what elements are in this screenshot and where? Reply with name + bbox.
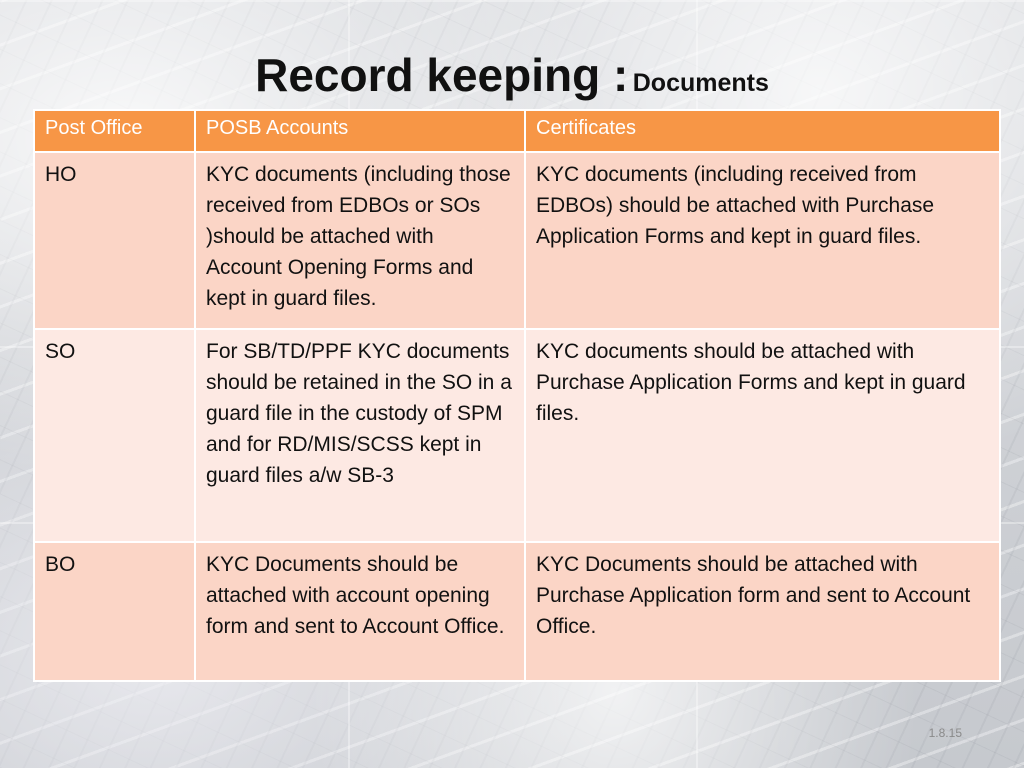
certificates-cell: KYC Documents should be attached with Purchase Application form and sent to Account Office. bbox=[525, 542, 1000, 681]
posb-cell: KYC documents (including those received from EDBOs or SOs )should be attached with Account Opening Forms and kept in guard files. bbox=[195, 152, 525, 329]
certificates-cell: KYC documents (including received from EDBOs) should be attached with Purchase Application Forms and kept in guard files. bbox=[525, 152, 1000, 329]
header-post-office: Post Office bbox=[34, 110, 195, 152]
title-main: Record keeping : bbox=[255, 49, 629, 101]
documents-table bbox=[33, 109, 1001, 682]
slide-title bbox=[0, 48, 1024, 110]
office-cell: HO bbox=[34, 152, 195, 329]
slide-footer-date: 1.8.15 bbox=[928, 726, 962, 740]
office-cell: BO bbox=[34, 542, 195, 681]
header-posb-accounts: POSB Accounts bbox=[195, 110, 525, 152]
table-row bbox=[34, 329, 1000, 542]
posb-cell: KYC Documents should be attached with account opening form and sent to Account Office. bbox=[195, 542, 525, 681]
office-cell: SO bbox=[34, 329, 195, 542]
table-row bbox=[34, 542, 1000, 681]
certificates-cell: KYC documents should be attached with Purchase Application Forms and kept in guard files. bbox=[525, 329, 1000, 542]
background-tile-line bbox=[0, 0, 1024, 2]
table-row bbox=[34, 152, 1000, 329]
table-header-row bbox=[34, 110, 1000, 152]
posb-cell: For SB/TD/PPF KYC documents should be retained in the SO in a guard file in the custody of SPM and for RD/MIS/SCSS kept in guard files a/w SB-3 bbox=[195, 329, 525, 542]
title-sub: Documents bbox=[632, 69, 769, 97]
header-certificates: Certificates bbox=[525, 110, 1000, 152]
